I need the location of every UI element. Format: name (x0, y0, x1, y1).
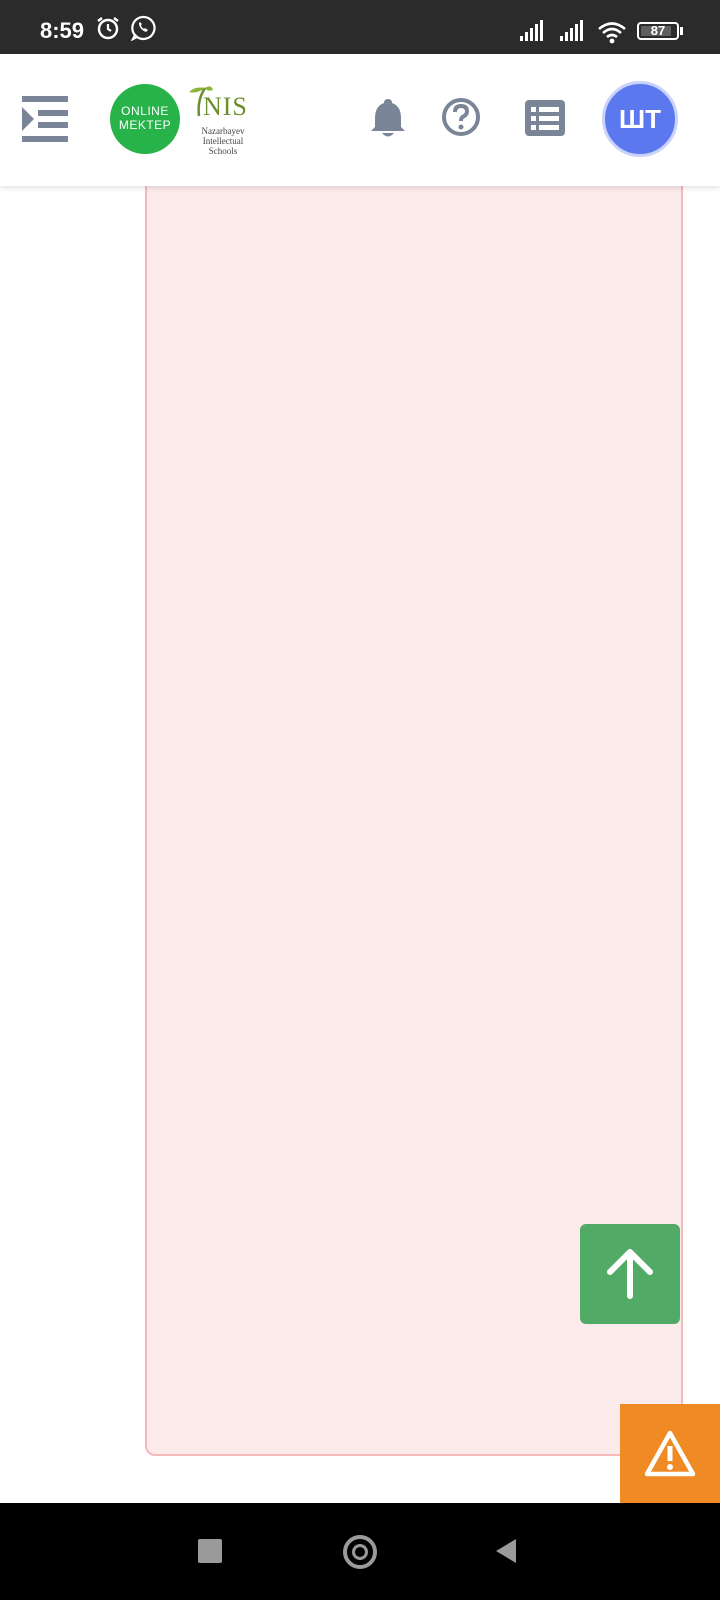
user-avatar[interactable]: ШТ (602, 81, 678, 157)
home-circle-icon[interactable] (343, 1535, 377, 1569)
back-triangle-icon[interactable] (494, 1537, 518, 1565)
bell-icon[interactable] (368, 96, 408, 144)
home-inner-ring (352, 1544, 368, 1560)
logo-text-line1: ONLINE (121, 104, 169, 118)
alarm-icon (95, 15, 121, 45)
logo-text-line2: MEKTEP (118, 118, 172, 132)
scroll-to-top-button[interactable] (580, 1224, 680, 1324)
help-icon[interactable] (440, 96, 482, 142)
battery-tip (680, 27, 683, 35)
arrow-up-icon (606, 1248, 654, 1300)
nis-subtitle (193, 126, 253, 156)
battery-level: 87 (650, 23, 666, 38)
status-time: 8:59 (40, 18, 85, 43)
recents-square-icon[interactable] (198, 1539, 222, 1563)
list-icon[interactable] (525, 100, 565, 140)
signal-icon (560, 20, 588, 46)
nis-sub-line2: Intellectual (202, 136, 244, 146)
status-bar (0, 0, 720, 54)
battery-icon (637, 22, 679, 40)
menu-icon[interactable] (18, 94, 70, 144)
nis-sub-line3: Schools (208, 146, 238, 156)
warning-icon (644, 1430, 696, 1478)
system-nav-bar (0, 1503, 720, 1600)
report-problem-button[interactable] (620, 1404, 720, 1504)
app-header (0, 54, 720, 186)
nis-logo (185, 82, 255, 162)
online-mektep-logo[interactable] (110, 84, 180, 154)
wifi-icon (597, 20, 627, 48)
nis-title: NIS (203, 92, 248, 121)
signal-icon (520, 20, 548, 46)
whatsapp-icon (130, 15, 156, 45)
nis-sub-line1: Nazarbayev (201, 126, 245, 136)
